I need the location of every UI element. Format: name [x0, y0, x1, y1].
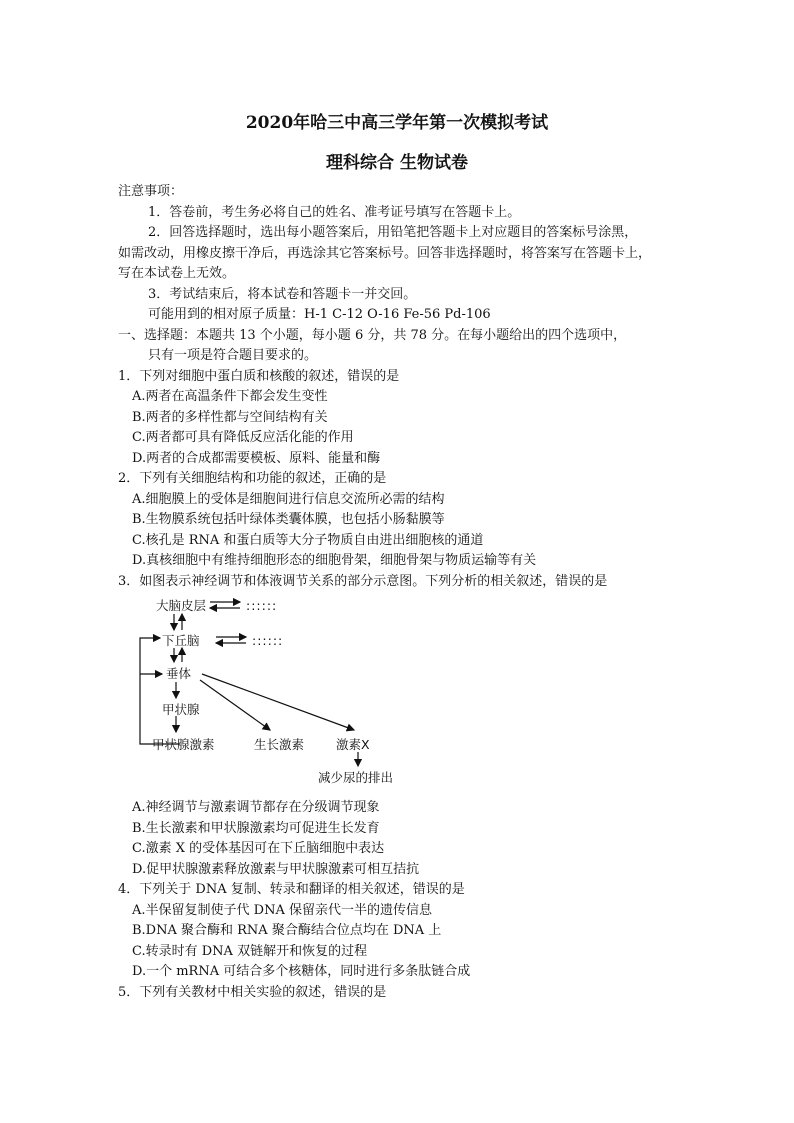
- question-4-option-b: B.DNA 聚合酶和 RNA 聚合酶结合位点均在 DNA 上: [132, 923, 442, 938]
- notice-heading: 注意事项：: [118, 184, 184, 199]
- question-2-stem: 2．下列有关细胞结构和功能的叙述，正确的是: [118, 471, 387, 486]
- question-1-stem: 1．下列对细胞中蛋白质和核酸的叙述，错误的是: [118, 368, 400, 384]
- question-1-option-a: A.两者在高温条件下都会发生变性: [132, 389, 328, 404]
- label-growth-hormone: 生长激素: [254, 737, 305, 752]
- notice-item-2-line-1: 2．回答选择题时，选出每小题答案后，用铅笔把答题卡上对应题目的答案标号涂黑，: [148, 225, 638, 240]
- atomic-masses: 可能用到的相对原子质量：H-1 C-12 O-16 Fe-56 Pd-106: [148, 307, 491, 322]
- question-1-option-c: C.两者都可具有降低反应活化能的作用: [132, 430, 354, 445]
- label-cortex-dots: ::::::: [246, 598, 278, 613]
- diagram-arrows: [138, 594, 418, 794]
- question-1-option-b: B.两者的多样性都与空间结构有关: [132, 409, 328, 425]
- exam-title: 2020年哈三中高三学年第一次模拟考试: [245, 113, 549, 133]
- label-thyroid: 甲状腺: [162, 702, 200, 717]
- question-4-stem: 4．下列关于 DNA 复制、转录和翻译的相关叙述，错误的是: [118, 882, 465, 897]
- label-hypothalamus-dots: ::::::: [252, 633, 284, 648]
- label-pituitary: 垂体: [166, 666, 192, 681]
- exam-body: [118, 182, 678, 1003]
- question-4-option-d: D.一个 mRNA 可结合多个核糖体，同时进行多条肽链合成: [132, 964, 471, 979]
- question-3-stem: 3．如图表示神经调节和体液调节关系的部分示意图。下列分析的相关叙述，错误的是: [118, 573, 608, 589]
- question-4-option-c: C.转录时有 DNA 双链解开和恢复的过程: [132, 943, 368, 959]
- section-heading: 一、选择题：本题共 13 个小题，每小题 6 分，共 78 分。在每小题给出的四个选项中，: [118, 327, 627, 343]
- label-thyroxine: 甲状腺激素: [152, 737, 215, 752]
- exam-subtitle: 理科综合 生物试卷: [326, 153, 468, 173]
- question-3-option-c: C.激素 X 的受体基因可在下丘脑细胞中表达: [132, 841, 385, 856]
- question-1-option-d: D.两者的合成都需要模板、原料、能量和酶: [132, 450, 381, 466]
- question-3-option-b: B.生长激素和甲状腺激素均可促进生长发育: [132, 820, 380, 836]
- notice-item-2-line-2: 如需改动，用橡皮擦干净后，再选涂其它答案标号。回答非选择题时，将答案写在答题卡上，: [118, 245, 652, 261]
- label-hypothalamus: 下丘脑: [162, 633, 200, 648]
- question-3-option-d: D.促甲状腺激素释放激素与甲状腺激素可相互拮抗: [132, 861, 420, 877]
- question-4-option-a: A.半保留复制使子代 DNA 保留亲代一半的遗传信息: [132, 902, 432, 918]
- label-hormone-x: 激素X: [336, 737, 370, 752]
- question-2-option-a: A.细胞膜上的受体是细胞间进行信息交流所必需的结构: [132, 491, 445, 507]
- section-heading-cont: 只有一项是符合题目要求的。: [148, 348, 318, 363]
- label-cortex: 大脑皮层: [156, 598, 207, 613]
- label-urine: 减少尿的排出: [318, 770, 394, 785]
- question-2-option-b: B.生物膜系统包括叶绿体类囊体膜，也包括小肠黏膜等: [132, 512, 445, 527]
- notice-item-2-line-3: 写在本试卷上无效。: [118, 266, 236, 281]
- regulation-diagram: [138, 594, 418, 794]
- notice-item-3: 3．考试结束后，将本试卷和答题卡一并交回。: [148, 286, 417, 302]
- notice-item-1: 1．答卷前，考生务必将自己的姓名、准考证号填写在答题卡上。: [148, 204, 521, 220]
- question-2-option-d: D.真核细胞中有维持细胞形态的细胞骨架，细胞骨架与物质运输等有关: [132, 553, 537, 568]
- question-2-option-c: C.核孔是 RNA 和蛋白质等大分子物质自由进出细胞核的通道: [132, 532, 484, 548]
- question-5-stem: 5．下列有关教材中相关实验的叙述，错误的是: [118, 984, 387, 1000]
- question-3-option-a: A.神经调节与激素调节都存在分级调节现象: [132, 800, 380, 815]
